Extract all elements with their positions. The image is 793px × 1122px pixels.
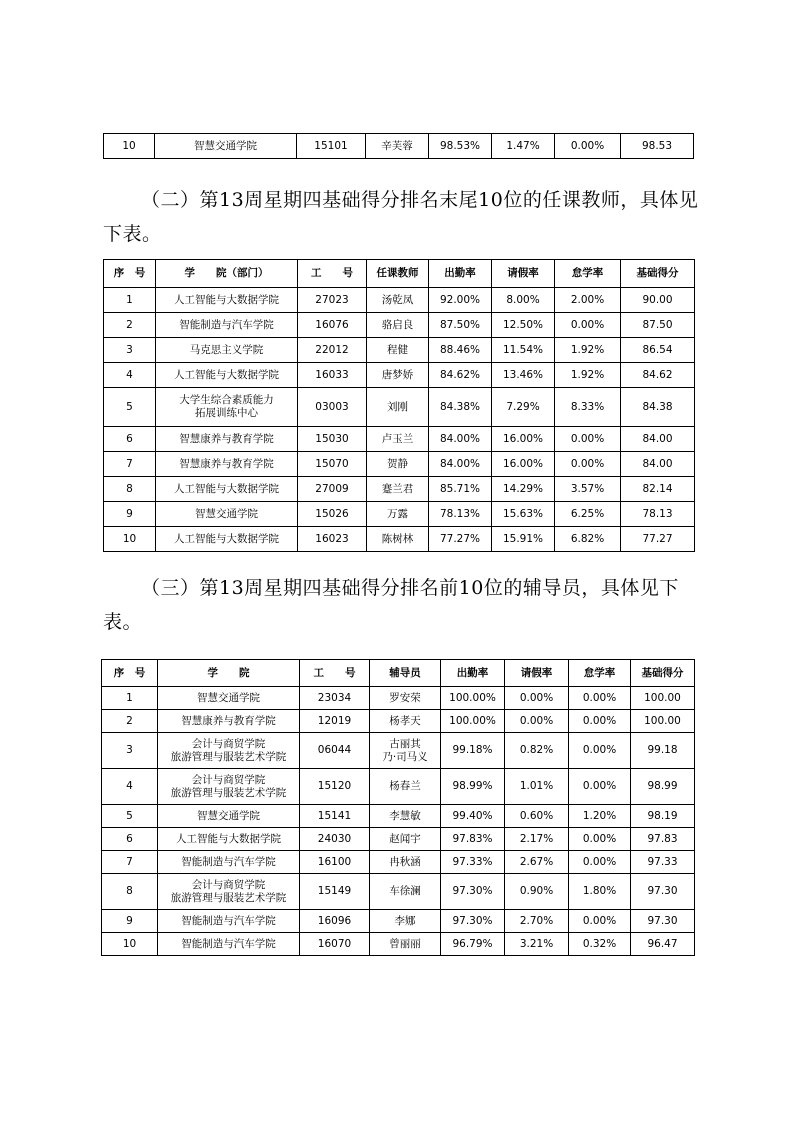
table-row — [102, 769, 695, 805]
truancy-cell: 1.92% — [555, 338, 621, 363]
col-header-teacher: 任课教师 — [367, 260, 429, 288]
col-header-leave: 请假率 — [505, 660, 569, 687]
attendance-cell: 92.00% — [429, 288, 492, 313]
truancy-cell: 8.33% — [555, 388, 621, 427]
person-cell: 唐梦娇 — [367, 363, 429, 388]
truancy-cell: 0.00% — [555, 134, 621, 159]
college-cell: 智慧交通学院 — [156, 502, 298, 527]
college-cell: 智慧交通学院 — [158, 687, 300, 710]
truancy-cell: 0.00% — [569, 769, 631, 805]
college-cell: 智能制造与汽车学院 — [158, 851, 300, 874]
attendance-cell: 84.62% — [429, 363, 492, 388]
col-header-rank: 序 号 — [104, 260, 156, 288]
attendance-cell: 98.53% — [429, 134, 492, 159]
table-row — [102, 710, 695, 733]
attendance-cell: 77.27% — [429, 527, 492, 552]
table-row — [104, 363, 695, 388]
person-cell: 蹇兰君 — [367, 477, 429, 502]
leave-cell: 2.70% — [505, 910, 569, 933]
col-header-attendance: 出勤率 — [429, 260, 492, 288]
leave-cell: 1.47% — [492, 134, 555, 159]
teacher-cell: 辛芙蓉 — [366, 134, 429, 159]
score-cell: 84.00 — [621, 427, 695, 452]
college-cell: 智慧康养与教育学院 — [158, 710, 300, 733]
person-cell: 罗安荣 — [370, 687, 441, 710]
leave-cell: 0.60% — [505, 805, 569, 828]
leave-cell: 8.00% — [492, 288, 555, 313]
truancy-cell: 6.82% — [555, 527, 621, 552]
staff-id-cell: 03003 — [298, 388, 367, 427]
rank-cell: 6 — [104, 427, 156, 452]
score-cell: 78.13 — [621, 502, 695, 527]
header-row — [102, 660, 695, 687]
table-row — [102, 874, 695, 910]
score-cell: 96.47 — [631, 933, 695, 956]
truancy-cell: 1.92% — [555, 363, 621, 388]
table-row — [102, 933, 695, 956]
staff-id-cell: 16100 — [300, 851, 370, 874]
table-row — [104, 502, 695, 527]
section2-heading: （二）第13周星期四基础得分排名末尾10位的任课教师，具体见下表。 — [103, 189, 699, 245]
rank-cell: 9 — [102, 910, 158, 933]
college-cell: 智能制造与汽车学院 — [156, 313, 298, 338]
table-row — [104, 388, 695, 427]
person-cell: 骆启良 — [367, 313, 429, 338]
leave-cell: 0.00% — [505, 710, 569, 733]
leave-cell: 0.00% — [505, 687, 569, 710]
rank-cell: 5 — [104, 388, 156, 427]
table-row — [104, 134, 694, 159]
truancy-cell: 0.00% — [569, 687, 631, 710]
table-row — [104, 477, 695, 502]
col-header-score: 基础得分 — [631, 660, 695, 687]
truancy-cell: 0.00% — [569, 828, 631, 851]
leave-cell: 11.54% — [492, 338, 555, 363]
attendance-cell: 84.38% — [429, 388, 492, 427]
leave-cell: 14.29% — [492, 477, 555, 502]
table-row — [102, 851, 695, 874]
score-cell: 84.62 — [621, 363, 695, 388]
staff-id-cell: 06044 — [300, 733, 370, 769]
college-cell: 会计与商贸学院 旅游管理与服装艺术学院 — [158, 769, 300, 805]
score-cell: 90.00 — [621, 288, 695, 313]
rank-cell: 10 — [102, 933, 158, 956]
person-cell: 杨孝天 — [370, 710, 441, 733]
college-cell: 人工智能与大数据学院 — [156, 288, 298, 313]
score-cell: 77.27 — [621, 527, 695, 552]
score-cell: 98.19 — [631, 805, 695, 828]
leave-cell: 15.91% — [492, 527, 555, 552]
staff-id-cell: 23034 — [300, 687, 370, 710]
college-cell: 智慧康养与教育学院 — [156, 452, 298, 477]
table-row — [104, 288, 695, 313]
table-row — [102, 805, 695, 828]
attendance-cell: 88.46% — [429, 338, 492, 363]
score-cell: 82.14 — [621, 477, 695, 502]
attendance-cell: 78.13% — [429, 502, 492, 527]
staff-id-cell: 15026 — [298, 502, 367, 527]
score-cell: 97.30 — [631, 874, 695, 910]
table-row — [104, 452, 695, 477]
college-cell: 智能制造与汽车学院 — [158, 933, 300, 956]
col-header-truancy: 怠学率 — [569, 660, 631, 687]
table-row — [102, 828, 695, 851]
score-cell: 97.83 — [631, 828, 695, 851]
attendance-cell: 97.83% — [441, 828, 505, 851]
truancy-cell: 0.00% — [555, 427, 621, 452]
person-cell: 曾丽丽 — [370, 933, 441, 956]
staff-id-cell: 15120 — [300, 769, 370, 805]
college-cell: 智慧交通学院 — [155, 134, 297, 159]
staff-id-cell: 16023 — [298, 527, 367, 552]
college-cell: 智慧康养与教育学院 — [156, 427, 298, 452]
person-cell: 程健 — [367, 338, 429, 363]
staff-id-cell: 15030 — [298, 427, 367, 452]
attendance-cell: 96.79% — [441, 933, 505, 956]
truancy-cell: 0.00% — [569, 733, 631, 769]
rank-cell: 1 — [102, 687, 158, 710]
truancy-cell: 2.00% — [555, 288, 621, 313]
header-row — [104, 260, 695, 288]
score-cell: 100.00 — [631, 710, 695, 733]
rank-cell: 10 — [104, 527, 156, 552]
college-cell: 人工智能与大数据学院 — [156, 527, 298, 552]
truancy-cell: 3.57% — [555, 477, 621, 502]
truancy-cell: 0.00% — [569, 851, 631, 874]
score-cell: 99.18 — [631, 733, 695, 769]
rank-cell: 8 — [104, 477, 156, 502]
person-cell: 车徐澜 — [370, 874, 441, 910]
staff-id-cell: 27023 — [298, 288, 367, 313]
score-cell: 84.00 — [621, 452, 695, 477]
col-header-truancy: 怠学率 — [555, 260, 621, 288]
col-header-staff-id: 工 号 — [298, 260, 367, 288]
score-cell: 98.53 — [621, 134, 694, 159]
staff-id-cell: 12019 — [300, 710, 370, 733]
person-cell: 万露 — [367, 502, 429, 527]
score-cell: 100.00 — [631, 687, 695, 710]
college-cell: 马克思主义学院 — [156, 338, 298, 363]
col-header-college: 学 院（部门） — [156, 260, 298, 288]
leave-cell: 0.90% — [505, 874, 569, 910]
staff-id-cell: 24030 — [300, 828, 370, 851]
rank-cell: 6 — [102, 828, 158, 851]
leave-cell: 7.29% — [492, 388, 555, 427]
score-cell: 97.30 — [631, 910, 695, 933]
person-cell: 古丽其 乃·司马义 — [370, 733, 441, 769]
staff-id-cell: 15141 — [300, 805, 370, 828]
staff-id-cell: 15070 — [298, 452, 367, 477]
leave-cell: 13.46% — [492, 363, 555, 388]
col-header-leave: 请假率 — [492, 260, 555, 288]
person-cell: 李娜 — [370, 910, 441, 933]
counselors-top10-table — [101, 659, 695, 956]
score-cell: 86.54 — [621, 338, 695, 363]
attendance-cell: 85.71% — [429, 477, 492, 502]
rank-cell: 5 — [102, 805, 158, 828]
college-cell: 人工智能与大数据学院 — [156, 477, 298, 502]
truancy-cell: 6.25% — [555, 502, 621, 527]
staff-id-cell: 22012 — [298, 338, 367, 363]
staff-id-cell: 27009 — [298, 477, 367, 502]
rank-cell: 7 — [102, 851, 158, 874]
staff-id-cell: 15101 — [297, 134, 366, 159]
col-header-staff-id: 工 号 — [300, 660, 370, 687]
staff-id-cell: 16096 — [300, 910, 370, 933]
table-row — [104, 313, 695, 338]
col-header-attendance: 出勤率 — [441, 660, 505, 687]
truancy-cell: 0.00% — [555, 452, 621, 477]
table-row — [104, 527, 695, 552]
table-row — [104, 427, 695, 452]
attendance-cell: 97.30% — [441, 910, 505, 933]
rank-cell: 10 — [104, 134, 155, 159]
leave-cell: 16.00% — [492, 427, 555, 452]
rank-cell: 2 — [102, 710, 158, 733]
table-row — [102, 687, 695, 710]
college-cell: 会计与商贸学院 旅游管理与服装艺术学院 — [158, 874, 300, 910]
score-cell: 84.38 — [621, 388, 695, 427]
col-header-rank: 序 号 — [102, 660, 158, 687]
truancy-cell: 0.32% — [569, 933, 631, 956]
person-cell: 贺静 — [367, 452, 429, 477]
truancy-cell: 1.80% — [569, 874, 631, 910]
rank-cell: 2 — [104, 313, 156, 338]
leave-cell: 3.21% — [505, 933, 569, 956]
person-cell: 刘刚 — [367, 388, 429, 427]
college-cell: 会计与商贸学院 旅游管理与服装艺术学院 — [158, 733, 300, 769]
rank-cell: 9 — [104, 502, 156, 527]
college-cell: 智慧交通学院 — [158, 805, 300, 828]
rank-cell: 8 — [102, 874, 158, 910]
leave-cell: 1.01% — [505, 769, 569, 805]
person-cell: 冉秋涵 — [370, 851, 441, 874]
college-cell: 人工智能与大数据学院 — [156, 363, 298, 388]
leave-cell: 16.00% — [492, 452, 555, 477]
attendance-cell: 87.50% — [429, 313, 492, 338]
attendance-cell: 98.99% — [441, 769, 505, 805]
college-cell: 智能制造与汽车学院 — [158, 910, 300, 933]
leave-cell: 0.82% — [505, 733, 569, 769]
rank-cell: 1 — [104, 288, 156, 313]
attendance-cell: 84.00% — [429, 452, 492, 477]
staff-id-cell: 15149 — [300, 874, 370, 910]
truancy-cell: 0.00% — [555, 313, 621, 338]
col-header-counselor: 辅导员 — [370, 660, 441, 687]
teachers-bottom10-table — [103, 259, 695, 552]
table-row — [102, 910, 695, 933]
attendance-cell: 97.33% — [441, 851, 505, 874]
table-row — [102, 733, 695, 769]
rank-cell: 7 — [104, 452, 156, 477]
attendance-cell: 100.00% — [441, 687, 505, 710]
col-header-score: 基础得分 — [621, 260, 695, 288]
attendance-cell: 84.00% — [429, 427, 492, 452]
staff-id-cell: 16070 — [300, 933, 370, 956]
person-cell: 赵闻宇 — [370, 828, 441, 851]
leave-cell: 2.17% — [505, 828, 569, 851]
college-cell: 人工智能与大数据学院 — [158, 828, 300, 851]
person-cell: 李慧敏 — [370, 805, 441, 828]
leave-cell: 12.50% — [492, 313, 555, 338]
score-cell: 97.33 — [631, 851, 695, 874]
college-cell: 大学生综合素质能力 拓展训练中心 — [156, 388, 298, 427]
table-row — [104, 338, 695, 363]
rank-cell: 4 — [102, 769, 158, 805]
truancy-cell: 0.00% — [569, 710, 631, 733]
top-continuation-table — [103, 133, 694, 159]
attendance-cell: 100.00% — [441, 710, 505, 733]
rank-cell: 4 — [104, 363, 156, 388]
person-cell: 汤乾凤 — [367, 288, 429, 313]
truancy-cell: 0.00% — [569, 910, 631, 933]
rank-cell: 3 — [102, 733, 158, 769]
leave-cell: 15.63% — [492, 502, 555, 527]
attendance-cell: 99.18% — [441, 733, 505, 769]
person-cell: 杨春兰 — [370, 769, 441, 805]
truancy-cell: 1.20% — [569, 805, 631, 828]
attendance-cell: 99.40% — [441, 805, 505, 828]
col-header-college: 学 院 — [158, 660, 300, 687]
rank-cell: 3 — [104, 338, 156, 363]
score-cell: 98.99 — [631, 769, 695, 805]
leave-cell: 2.67% — [505, 851, 569, 874]
person-cell: 卢玉兰 — [367, 427, 429, 452]
staff-id-cell: 16076 — [298, 313, 367, 338]
person-cell: 陈树林 — [367, 527, 429, 552]
score-cell: 87.50 — [621, 313, 695, 338]
staff-id-cell: 16033 — [298, 363, 367, 388]
attendance-cell: 97.30% — [441, 874, 505, 910]
section3-heading: （三）第13周星期四基础得分排名前10位的辅导员，具体见下表。 — [103, 577, 679, 633]
